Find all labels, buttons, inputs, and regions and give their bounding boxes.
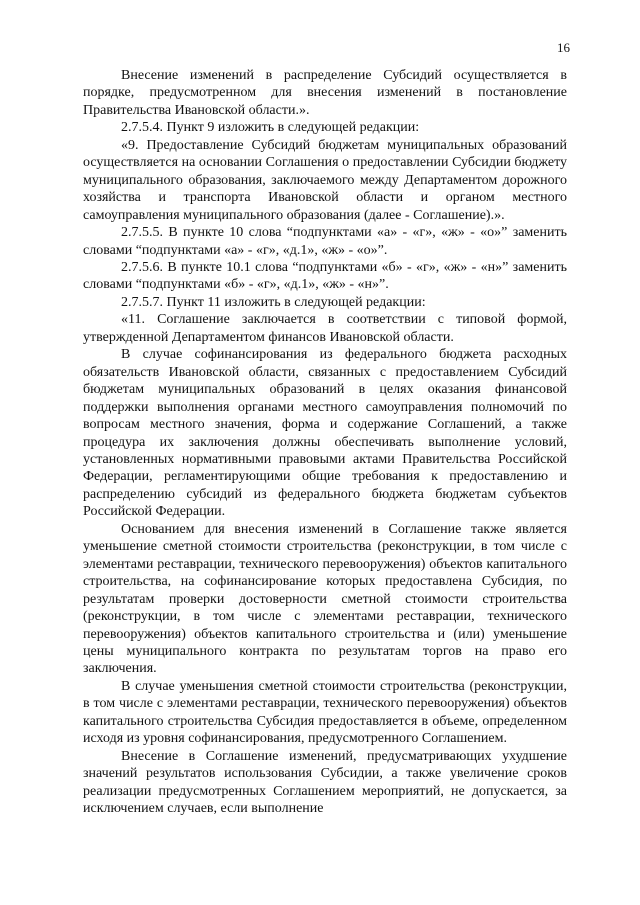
paragraph-2-7-5-6: 2.7.5.6. В пункте 10.1 слова “подпунктами «б» - «г», «ж» - «н»” заменить словами “подпунктами «б» - «г», «д.1», «ж» - «н»”. (83, 259, 567, 293)
paragraph-2-7-5-4: 2.7.5.4. Пункт 9 изложить в следующей редакции: (121, 120, 420, 136)
paragraph-grounds-for-changes: Основанием для внесения изменений в Соглашение также является уменьшение сметной стоимости строительства (реконструкции, в том числе с элементами реставрации, технического перевооружения) объектов капитального строительства, на софинансирование которых предоставлена Субсидия, по результатам проверки достоверности сметной стоимости строительства (реконструкции, в том числе с элементами реставрации, технического перевооружения) объектов капитального строительства и (или) уменьшение цены муниципального контракта по результатам торгов на право его заключения. (83, 521, 567, 677)
paragraph-clause-11: «11. Соглашение заключается в соответствии с типовой формой, утвержденной Департаментом финансов Ивановской области. (83, 312, 567, 345)
paragraph-federal-cofinancing: В случае софинансирования из федерального бюджета расходных обязательств Ивановской области, связанных с предоставлением Субсидий бюджетам муниципальных образований в целях оказания финансовой поддержки выполнения органами местного самоуправления полномочий по вопросам местного значения, форма и содержание Соглашений, а также процедура их заключения должны обеспечивать выполнение условий, установленных нормативными правовыми актами Правительства Российской Федерации, регламентирующими общие требования к предоставлению и распределению субсидий из федерального бюджета бюджетам субъектов Российской Федерации. (83, 347, 567, 520)
paragraph-distribution-changes: Внесение изменений в распределение Субсидий осуществляется в порядке, предусмотренном для внесения изменений в постановление Правительства Ивановской области.». (83, 68, 567, 118)
page-number: 16 (557, 40, 570, 55)
paragraph-2-7-5-7: 2.7.5.7. Пункт 11 изложить в следующей редакции: (121, 294, 426, 310)
document-body (83, 67, 567, 817)
paragraph-clause-9: «9. Предоставление Субсидий бюджетам муниципальных образований осуществляется на основании Соглашения о предоставлении Субсидии бюджету муниципального образования, заключаемого между Департаментом дорожного хозяйства и транспорта Ивановской области и органом местного самоуправления муниципального образования (далее - Соглашение).». (83, 137, 567, 223)
paragraph-2-7-5-5: 2.7.5.5. В пункте 10 слова “подпунктами «а» - «г», «ж» - «о»” заменить словами “подпунктами «а» - «г», «д.1», «ж» - «о»”. (83, 225, 567, 258)
paragraph-changes-not-allowed: Внесение в Соглашение изменений, предусматривающих ухудшение значений результатов использования Субсидии, а также увеличение сроков реализации предусмотренных Соглашением мероприятий, не допускается, за исключением случаев, если выполнение (83, 748, 567, 817)
paragraph-cost-reduction: В случае уменьшения сметной стоимости строительства (реконструкции, в том числе с элементами реставрации, технического перевооружения) объектов капитального строительства Субсидия предоставляется в объеме, определенном исходя из уровня софинансирования, предусмотренного Соглашением. (83, 678, 567, 747)
